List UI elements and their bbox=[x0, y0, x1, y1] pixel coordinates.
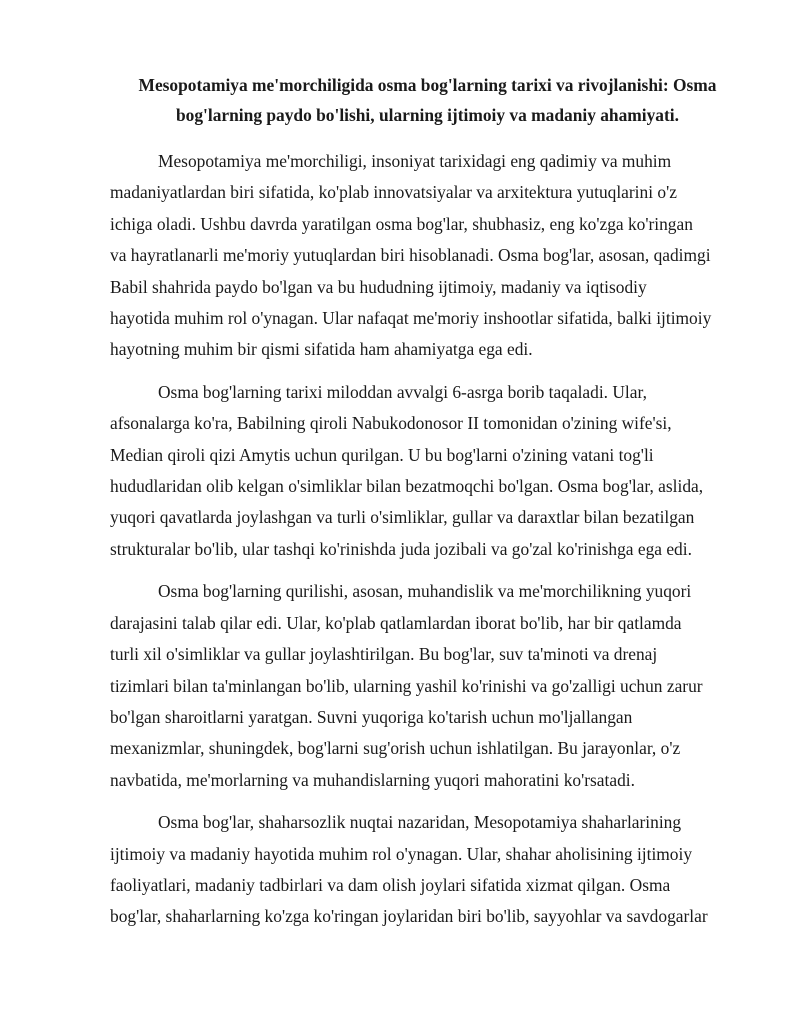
paragraph-line: ichiga oladi. Ushbu davrda yaratilgan osma bog'lar, shubhasiz, eng ko'zga ko'ringan bbox=[110, 213, 693, 234]
paragraph-line: Mesopotamiya me'morchiligi, insoniyat tarixidagi eng qadimiy va muhim bbox=[158, 151, 672, 171]
paragraph-line: va hayratlanarli me'moriy yutuqlardan biri hisoblanadi. Osma bog'lar, asosan, qadimgi bbox=[110, 245, 711, 266]
paragraph-line: hududlaridan olib kelgan o'simliklar bilan bezatmoqchi bo'lgan. Osma bog'lar, aslida, bbox=[110, 476, 704, 497]
paragraph-line: ijtimoiy va madaniy hayotida muhim rol o'ynagan. Ular, shahar aholisining ijtimoiy bbox=[110, 843, 693, 864]
paragraph-line: Osma bog'larning qurilishi, asosan, muhandislik va me'morchilikning yuqori bbox=[158, 581, 692, 602]
paragraph-line: hayotning muhim bir qismi sifatida ham ahamiyatga ega edi. bbox=[110, 339, 533, 360]
paragraph-line: Median qiroli qizi Amytis uchun qurilgan. U bu bog'larni o'zining vatani tog'li bbox=[110, 444, 654, 465]
document-title bbox=[100, 70, 755, 130]
paragraph-line: yuqori qavatlarda joylashgan va turli o'simliklar, gullar va daraxtlar bilan bezatilgan bbox=[110, 507, 695, 528]
paragraph-line: navbatida, me'morlarning va muhandislarning yuqori mahoratini ko'rsatadi. bbox=[110, 769, 635, 790]
document-body bbox=[110, 146, 755, 944]
paragraph-line: darajasini talab qilar edi. Ular, ko'plab qatlamlardan iborat bo'lib, har bir qatlamda bbox=[110, 612, 682, 633]
paragraph-line: faoliyatlari, madaniy tadbirlari va dam olish joylari sifatida xizmat qilgan. Osma bbox=[110, 874, 671, 895]
paragraph-line: Osma bog'larning tarixi miloddan avvalgi 6-asrga borib taqaladi. Ular, bbox=[158, 381, 647, 402]
title-line: Mesopotamiya me'morchiligida osma bog'larning tarixi va rivojlanishi: Osma bbox=[138, 75, 717, 95]
title-line: bog'larning paydo bo'lishi, ularning ijtimoiy va madaniy ahamiyati. bbox=[176, 105, 679, 125]
paragraph-line: afsonalarga ko'ra, Babilning qiroli Nabukodonosor II tomonidan o'zining wife'si, bbox=[110, 413, 672, 434]
paragraph-line: bog'lar, shaharlarning ko'zga ko'ringan joylaridan biri bo'lib, sayyohlar va savdogarlar bbox=[110, 906, 708, 927]
paragraph-line: tizimlari bilan ta'minlangan bo'lib, ularning yashil ko'rinishi va go'zalligi uchun zarur bbox=[110, 675, 703, 696]
paragraph-2 bbox=[110, 377, 755, 565]
paragraph-4 bbox=[110, 807, 755, 933]
paragraph-line: bo'lgan sharoitlarni yaratgan. Suvni yuqoriga ko'tarish uchun mo'ljallangan bbox=[110, 706, 633, 727]
paragraph-1 bbox=[110, 146, 755, 366]
paragraph-line: mexanizmlar, shuningdek, bog'larni sug'orish uchun ishlatilgan. Bu jarayonlar, o'z bbox=[110, 738, 681, 759]
paragraph-line: Osma bog'lar, shaharsozlik nuqtai nazaridan, Mesopotamiya shaharlarining bbox=[158, 812, 682, 833]
paragraph-line: strukturalar bo'lib, ular tashqi ko'rinishda juda jozibali va go'zal ko'rinishga ega edi. bbox=[110, 538, 692, 559]
paragraph-line: turli xil o'simliklar va gullar joylashtirilgan. Bu bog'lar, suv ta'minoti va drenaj bbox=[110, 644, 658, 665]
paragraph-3 bbox=[110, 576, 755, 796]
paragraph-line: Babil shahrida paydo bo'lgan va bu hududning ijtimoiy, madaniy va iqtisodiy bbox=[110, 276, 647, 297]
paragraph-line: madaniyatlardan biri sifatida, ko'plab innovatsiyalar va arxitektura yutuqlarini o'z bbox=[110, 182, 677, 203]
paragraph-line: hayotida muhim rol o'ynagan. Ular nafaqat me'moriy inshootlar sifatida, balki ijtimoiy bbox=[110, 308, 712, 329]
